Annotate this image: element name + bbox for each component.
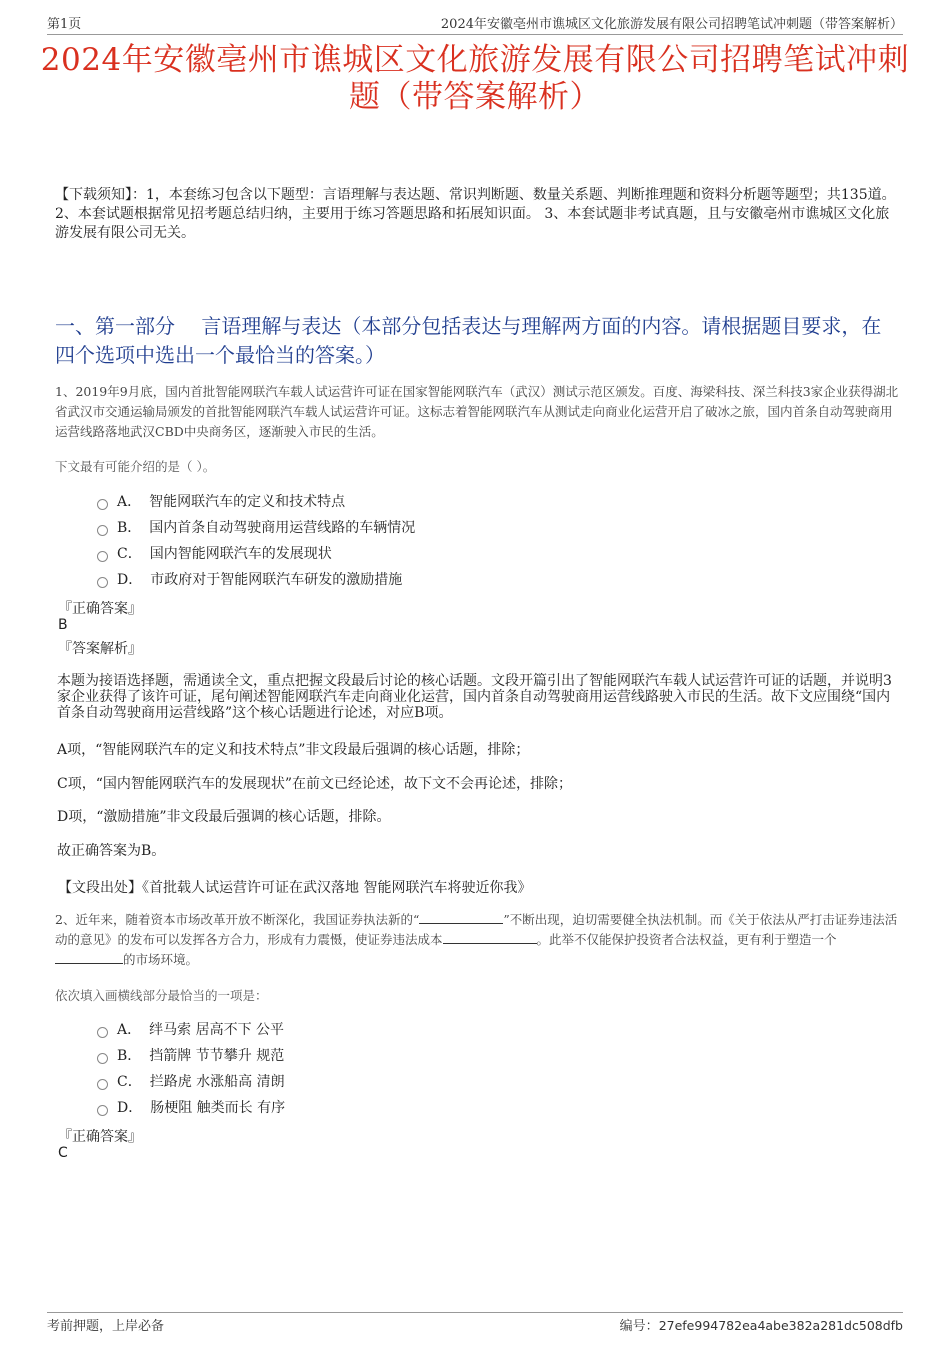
document-title: 2024年安徽亳州市谯城区文化旅游发展有限公司招聘笔试冲刺题（带答案解析） (40, 42, 910, 115)
page-number: 第1页 (47, 17, 82, 32)
option-a[interactable]: A． 智能网联汽车的定义和技术特点 (97, 488, 900, 514)
option-b[interactable]: B． 挡箭牌 节节攀升 规范 (97, 1042, 900, 1068)
blank-line[interactable] (443, 931, 537, 944)
option-b[interactable]: B． 国内首条自动驾驶商用运营线路的车辆情况 (97, 514, 900, 540)
question-1-text: 1、2019年9月底，国内首批智能网联汽车载人试运营许可证在国家智能网联汽车（武汉）测试示范区颁发。百度、海梁科技、深兰科技3家企业获得湖北省武汉市交通运输局颁发的首批智能网联汽车载人试运营许可证。这标志着智能网联汽车从测试走向商业化运营开启了破冰之旅，国内首条自动驾驶商用运营线路落地武汉CBD中央商务区，逐渐驶入市民的生活。 (55, 384, 899, 439)
radio-icon[interactable] (97, 1105, 108, 1116)
radio-icon[interactable] (97, 551, 108, 562)
section-title: 一、第一部分 言语理解与表达（本部分包括表达与理解两方面的内容。请根据题目要求，在四个选项中选出一个最恰当的答案。） (55, 314, 882, 367)
option-d[interactable]: D． 肠梗阻 触类而长 有序 (97, 1094, 900, 1120)
header-doc-title: 2024年安徽亳州市谯城区文化旅游发展有限公司招聘笔试冲刺题（带答案解析） (440, 17, 903, 32)
analysis-paragraph: D项，“激励措施”非文段最后强调的核心话题，排除。 (57, 809, 391, 825)
option-c[interactable]: C． 拦路虎 水涨船高 清朗 (97, 1068, 900, 1094)
blank-line[interactable] (419, 911, 503, 924)
radio-icon[interactable] (97, 1027, 108, 1038)
question-1-prompt: 下文最有可能介绍的是（ ）。 (55, 459, 216, 474)
footer-code: 编号：27efe994782ea4abe382a281dc508dfb (619, 1318, 903, 1334)
radio-icon[interactable] (97, 1053, 108, 1064)
answer-label: 『正确答案』 (58, 1129, 142, 1145)
radio-icon[interactable] (97, 577, 108, 588)
analysis-paragraph: A项，“智能网联汽车的定义和技术特点”非文段最后强调的核心话题，排除； (57, 742, 530, 758)
question-1-options (97, 488, 900, 592)
blank-line[interactable] (55, 951, 123, 964)
option-d[interactable]: D． 市政府对于智能网联汽车研发的激励措施 (97, 566, 900, 592)
question-2-text: 2、近年来，随着资本市场改革开放不断深化，我国证券执法新的“ ”不断出现，迫切需要健全执法机制。而《关于依法从严打击证券违法活动的意见》的发布可以发挥各方合力，形成有力震慑，使证券违法成本 。此举不仅能保护投资者合法权益，更有利于塑造一个的市场环境。 (55, 912, 898, 967)
page-footer (47, 1312, 903, 1334)
passage-source: 【文段出处】《首批载人试运营许可证在武汉落地 智能网联汽车将驶近你我》 (58, 880, 532, 896)
option-a[interactable]: A． 绊马索 居高不下 公平 (97, 1016, 900, 1042)
analysis-label: 『答案解析』 (58, 641, 142, 657)
radio-icon[interactable] (97, 1079, 108, 1090)
question-2-prompt: 依次填入画横线部分最恰当的一项是： (55, 988, 268, 1003)
footer-slogan: 考前押题，上岸必备 (47, 1319, 165, 1334)
radio-icon[interactable] (97, 499, 108, 510)
download-notice: 【下载须知】：1，本套练习包含以下题型：言语理解与表达题、常识判断题、数量关系题、判断推理题和资料分析题等题型；共135道。 2、本套试题根据常见招考题总结归纳，主要用于练习答题思路和拓展知识面。 3、本套试题非考试真题，且与安徽亳州市谯城区文化旅游发展有限公司无关。 (55, 187, 896, 241)
answer-value: B (58, 617, 68, 633)
option-c[interactable]: C． 国内智能网联汽车的发展现状 (97, 540, 900, 566)
analysis-paragraph: 故正确答案为B。 (57, 843, 166, 859)
answer-value: C (58, 1145, 68, 1161)
answer-label: 『正确答案』 (58, 601, 142, 617)
page-header (47, 12, 903, 35)
question-2-options (97, 1016, 900, 1120)
radio-icon[interactable] (97, 525, 108, 536)
analysis-paragraph: 本题为接语选择题，需通读全文，重点把握文段最后讨论的核心话题。文段开篇引出了智能网联汽车载人试运营许可证的话题，并说明3家企业获得了该许可证，尾句阐述智能网联汽车走向商业化运营，国内首条自动驾驶商用运营线路驶入市民的生活。故下文应围绕“国内首条自动驾驶商用运营线路”这个核心话题进行论述，对应B项。 (57, 673, 892, 721)
analysis-paragraph: C项，“国内智能网联汽车的发展现状”在前文已经论述，故下文不会再论述，排除； (57, 776, 573, 792)
